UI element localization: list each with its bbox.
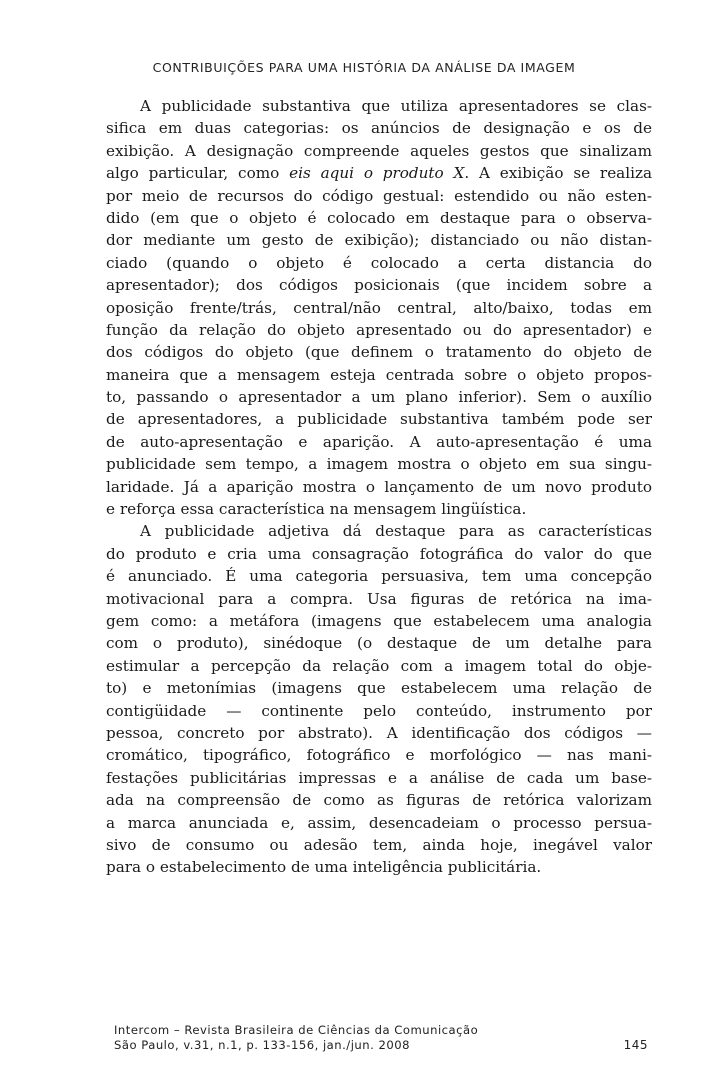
body-text	[106, 95, 652, 879]
text-line: estimular a percepção da relação com a imagem total do obje-	[106, 656, 652, 675]
running-head: CONTRIBUIÇÕES PARA UMA HISTÓRIA DA ANÁLISE DA IMAGEM	[152, 60, 576, 75]
text-line: to, passando o apresentador a um plano inferior). Sem o auxílio	[106, 388, 652, 407]
text-line: cromático, tipográfico, fotográfico e morfológico — nas mani-	[106, 746, 652, 765]
text-line: sifica em duas categorias: os anúncios de designação e os de	[106, 119, 652, 138]
page-number: 145	[623, 1038, 648, 1052]
text-line: dor mediante um gesto de exibição); distanciado ou não distan-	[106, 231, 652, 250]
emphasis: eis aqui o produto X	[289, 164, 465, 183]
text-line: algo particular, como eis aqui o produto X. A exibição se realiza	[106, 164, 653, 183]
text-line: de apresentadores, a publicidade substantiva também pode ser	[106, 410, 652, 429]
text-line: maneira que a mensagem esteja centrada sobre o objeto propos-	[106, 365, 652, 384]
text-line: ciado (quando o objeto é colocado a certa distancia do	[106, 253, 652, 272]
text-line: oposição frente/trás, central/não central, alto/baixo, todas em	[106, 298, 652, 317]
text-line: exibição. A designação compreende aqueles gestos que sinalizam	[106, 141, 652, 160]
text-line: ada na compreensão de como as figuras de retórica valorizam	[106, 791, 652, 810]
journal-name: Intercom – Revista Brasileira de Ciências da Comunicação	[114, 1023, 479, 1037]
text-line: pessoa, concreto por abstrato). A identificação dos códigos —	[106, 723, 652, 742]
text-line: to) e metonímias (imagens que estabelecem uma relação de	[106, 679, 652, 698]
text-line: publicidade sem tempo, a imagem mostra o objeto em sua singu-	[106, 455, 652, 474]
text-line: dos códigos do objeto (que definem o tratamento do objeto de	[106, 343, 652, 362]
text-line: laridade. Já a aparição mostra o lançamento de um novo produto	[106, 477, 652, 496]
text-line: função da relação do objeto apresentado ou do apresentador) e	[106, 320, 652, 339]
text-line: a marca anunciada e, assim, desencadeiam o processo persua-	[106, 813, 652, 832]
text-line: contigüidade — continente pelo conteúdo, instrumento por	[106, 701, 652, 720]
paragraph	[106, 520, 652, 878]
text-line: sivo de consumo ou adesão tem, ainda hoje, inegável valor	[106, 835, 652, 854]
text-line: A publicidade adjetiva dá destaque para as características	[140, 522, 652, 541]
text-line: dido (em que o objeto é colocado em destaque para o observa-	[106, 208, 652, 227]
text-line: e reforça essa característica na mensagem lingüística.	[106, 500, 527, 519]
text-line: é anunciado. É uma categoria persuasiva, tem uma concepção	[106, 567, 652, 586]
text-line: por meio de recursos do código gestual: estendido ou não esten-	[106, 186, 652, 205]
text-line: motivacional para a compra. Usa figuras de retórica na ima-	[106, 589, 652, 608]
text-line: do produto e cria uma consagração fotográfica do valor do que	[106, 544, 652, 563]
text-line: de auto-apresentação e aparição. A auto-apresentação é uma	[106, 432, 652, 451]
citation: São Paulo, v.31, n.1, p. 133-156, jan./jun. 2008	[114, 1038, 410, 1052]
paragraph	[106, 95, 652, 520]
text-line: festações publicitárias impressas e a análise de cada um base-	[106, 768, 652, 787]
text-line: apresentador); dos códigos posicionais (que incidem sobre a	[106, 276, 652, 295]
text-line: para o estabelecimento de uma inteligência publicitária.	[106, 858, 542, 877]
text-line: A publicidade substantiva que utiliza apresentadores se clas-	[140, 97, 652, 115]
footer	[114, 1023, 650, 1053]
text-line: gem como: a metáfora (imagens que estabelecem uma analogia	[106, 611, 652, 630]
text-line: com o produto), sinédoque (o destaque de um detalhe para	[106, 634, 652, 653]
